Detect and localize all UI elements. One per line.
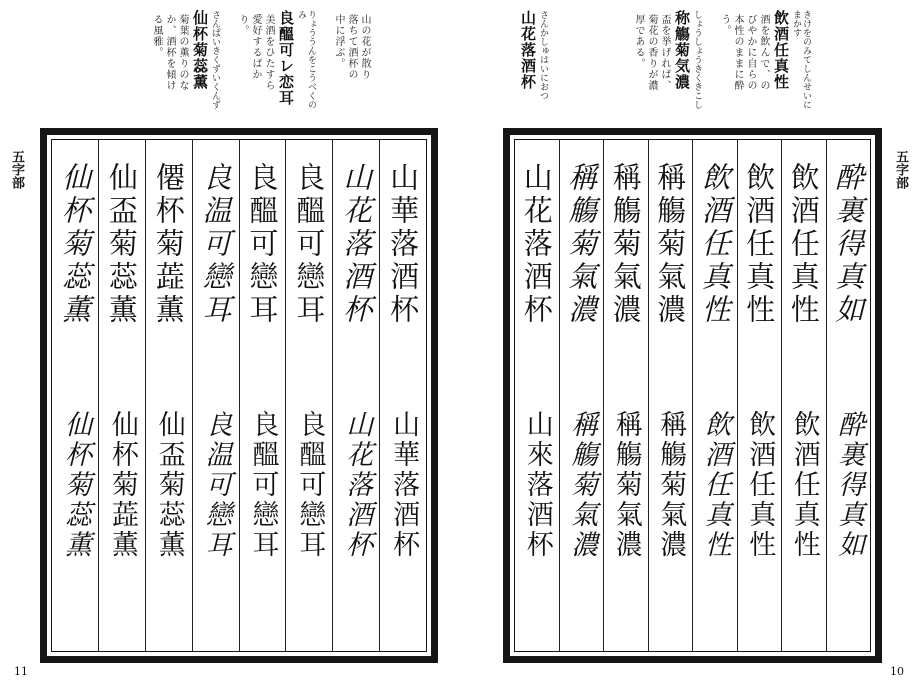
left-header-gloss-1: 美酒をひたすら愛好するばかり。 — [237, 14, 274, 91]
right-header-area — [519, 10, 811, 110]
column-text-upper: 僊杯菊蕋薫 — [151, 162, 186, 327]
column-text-upper: 仙杯菊蕊薫 — [57, 162, 92, 327]
column-text-upper: 山花落酒杯 — [339, 162, 374, 327]
right-frame — [503, 128, 882, 663]
right-page-column-7 — [559, 140, 604, 651]
left-header-headword-2: 仙杯菊蕊薫 — [191, 10, 209, 90]
right-page — [459, 0, 918, 700]
right-page-column-2 — [781, 140, 826, 651]
column-text-upper: 仙盃菊蕊薫 — [104, 162, 139, 327]
column-text-upper: 酔裏得真如 — [831, 162, 866, 327]
right-page-column-5 — [648, 140, 693, 651]
right-header-headword-2: 称觴菊気濃 — [673, 10, 691, 90]
column-text-upper: 山華落酒杯 — [386, 162, 421, 327]
column-text-lower: 仙盃菊蕊薫 — [153, 410, 185, 560]
left-columns — [52, 140, 426, 651]
column-text-lower: 飲酒任真性 — [788, 410, 820, 560]
column-text-lower: 酔裏得真如 — [833, 410, 865, 560]
right-header-ruby-4: さんかしゅはいにおつ — [538, 10, 548, 100]
left-page-column-7 — [98, 140, 145, 651]
left-page-column-8 — [52, 140, 98, 651]
left-header-ruby-2: さんぱいきくずいくんず — [210, 10, 220, 109]
right-page-column-4 — [692, 140, 737, 651]
column-text-lower: 稱觴菊氣濃 — [566, 410, 598, 560]
column-text-upper: 飲酒任真性 — [697, 162, 732, 327]
left-frame — [40, 128, 438, 663]
left-header-gloss-2: 菊葉の薫りのなか、酒杯を傾ける風雅。 — [151, 14, 188, 91]
column-text-upper: 山花落酒杯 — [519, 162, 554, 327]
left-page-column-3 — [285, 140, 332, 651]
column-text-upper: 稱觴菊氣濃 — [653, 162, 688, 327]
right-header-headword-1: 飲酒任真性 — [772, 10, 790, 90]
right-header-gloss-1: 酒を飲んで、のびやかに自らの本性のままに酔う。 — [719, 14, 769, 91]
left-page-column-4 — [239, 140, 286, 651]
right-header-headword-4: 山花落酒杯 — [519, 10, 537, 90]
left-page-column-1 — [379, 140, 426, 651]
right-page-column-8 — [515, 140, 559, 651]
right-page-column-6 — [603, 140, 648, 651]
left-header-gloss-0: 山の花が散り落ちて酒杯の中に浮ぶ。 — [333, 14, 370, 80]
right-page-column-3 — [737, 140, 782, 651]
section-label-left: 五字部 — [9, 150, 24, 189]
page-number-left: 11 — [14, 665, 28, 678]
column-text-lower: 山來落酒杯 — [521, 410, 553, 560]
column-text-upper: 稱觴菊氣濃 — [564, 162, 599, 327]
column-text-upper: 稱觴菊氣濃 — [608, 162, 643, 327]
left-header-headword-1: 良醞可レ恋耳 — [277, 10, 295, 106]
page-number-right: 10 — [890, 665, 904, 678]
right-header-ruby-1: きけをのみてしんせいにまかす — [791, 10, 811, 109]
column-text-lower: 良醞可戀耳 — [294, 410, 326, 560]
column-text-lower: 山花落酒杯 — [341, 410, 373, 560]
column-text-lower: 仙杯菊蕋薫 — [106, 410, 138, 560]
right-header-ruby-2: しょうしょうきくきこし — [692, 10, 702, 109]
column-text-lower: 良醞可戀耳 — [247, 410, 279, 560]
column-text-upper: 良温可戀耳 — [198, 162, 233, 327]
column-text-upper: 飲酒任真性 — [786, 162, 821, 327]
column-text-upper: 良醞可戀耳 — [292, 162, 327, 327]
left-page-column-5 — [192, 140, 239, 651]
column-text-upper: 飲酒任真性 — [742, 162, 777, 327]
right-header-gloss-2: 盃を挙げれば、菊花の香りが濃厚である。 — [633, 14, 670, 91]
column-text-lower: 稱觴菊氣濃 — [610, 410, 642, 560]
column-text-lower: 仙杯菊蕊薫 — [59, 410, 91, 560]
column-text-lower: 飲酒任真性 — [744, 410, 776, 560]
column-text-lower: 飲酒任真性 — [699, 410, 731, 560]
column-text-lower: 良温可戀耳 — [200, 410, 232, 560]
column-text-lower: 稱觴菊氣濃 — [655, 410, 687, 560]
left-page-column-2 — [332, 140, 379, 651]
right-columns — [515, 140, 870, 651]
left-header-area — [150, 10, 371, 110]
left-page-column-6 — [145, 140, 192, 651]
right-page-column-1 — [826, 140, 871, 651]
left-header-ruby-1: りょううんをこうべくのみ — [296, 10, 316, 109]
column-text-upper: 良醞可戀耳 — [245, 162, 280, 327]
section-label-right: 五字部 — [893, 150, 908, 189]
column-text-lower: 山華落酒杯 — [388, 410, 420, 560]
